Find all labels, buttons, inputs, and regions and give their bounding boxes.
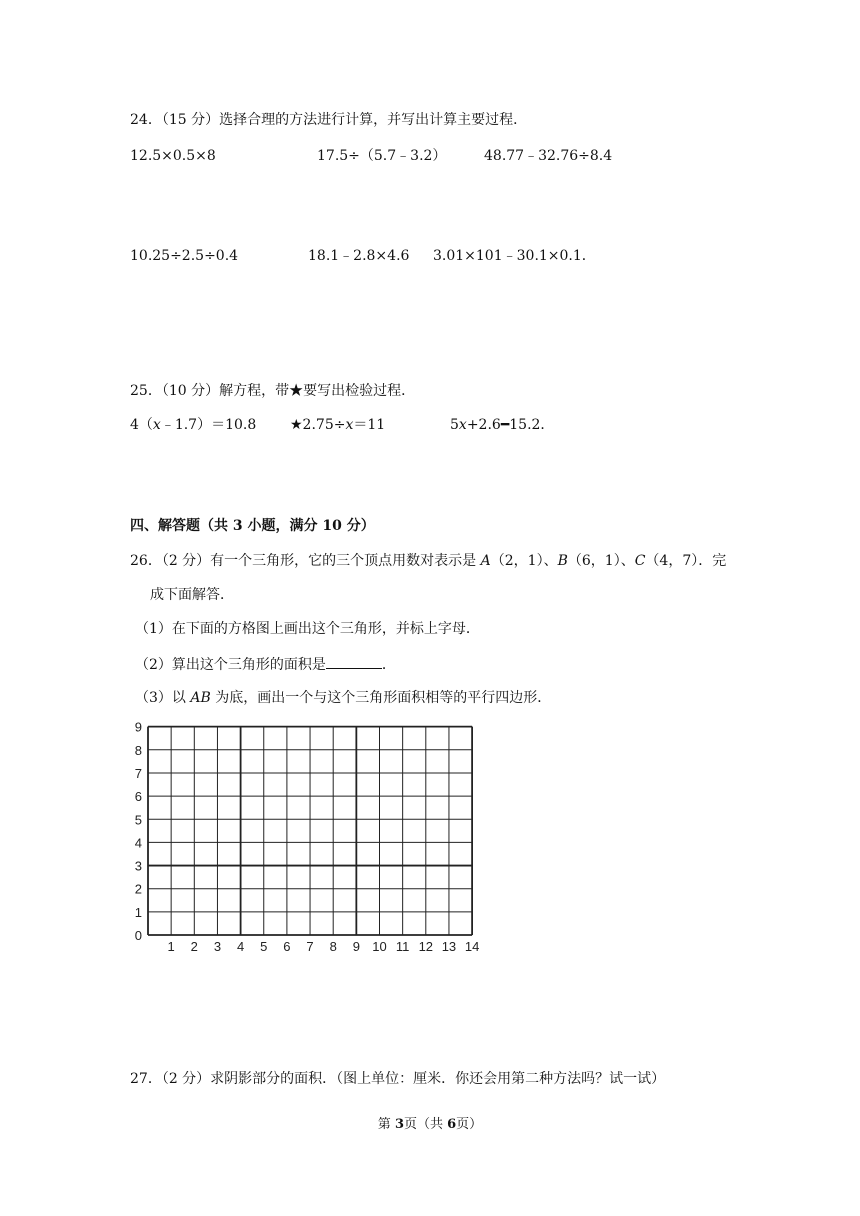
y-tick-label: 5 xyxy=(134,812,142,828)
footer-text: 页（共 xyxy=(403,1117,448,1132)
q25-equation-3 xyxy=(450,415,554,435)
x-tick-label: 1 xyxy=(167,939,175,954)
q24-expr-5: 18.1﹣2.8×4.6 xyxy=(308,248,410,264)
q24-expr-1: 12.5×0.5×8 xyxy=(130,148,216,164)
x-tick-label: 10 xyxy=(372,939,387,954)
y-tick-label: 3 xyxy=(134,858,142,874)
eq-text: 5 xyxy=(450,417,459,433)
q26-part-1: （1）在下面的方格图上画出这个三角形，并标上字母． xyxy=(135,621,480,637)
answer-blank xyxy=(326,654,382,669)
page-number: 3 xyxy=(394,1117,404,1132)
eq-text: ﹣1.7）＝10.8 xyxy=(160,417,257,433)
eq-text: ＝11 xyxy=(353,417,386,433)
footer-text: 第 xyxy=(377,1117,395,1132)
y-tick-label: 9 xyxy=(134,719,142,735)
q25-heading: 25．（10 分）解方程，带★要写出检验过程． xyxy=(130,383,416,399)
q24-expr-2: 17.5÷（5.7﹣3.2） xyxy=(317,148,447,164)
q26-part-2 xyxy=(135,654,396,675)
x-tick-label: 12 xyxy=(418,939,434,954)
q24-expr-3: 48.77﹣32.76÷8.4 xyxy=(484,148,613,164)
y-tick-label: 2 xyxy=(134,881,142,897)
x-tick-label: 9 xyxy=(352,939,360,954)
y-tick-label: 0 xyxy=(134,928,142,943)
point-b-label: B xyxy=(557,553,568,569)
point-a-label: A xyxy=(480,553,491,569)
x-tick-label: 3 xyxy=(213,939,222,954)
q26-text: （2）算出这个三角形的面积是 xyxy=(135,657,326,673)
x-tick-label: 13 xyxy=(441,939,457,954)
eq-text: 4（ xyxy=(130,417,153,433)
x-tick-label: 4 xyxy=(236,939,245,954)
y-tick-label: 6 xyxy=(134,789,142,805)
x-tick-label: 5 xyxy=(260,939,268,954)
q26-text: （3）以 xyxy=(135,690,191,706)
q26-text: ． xyxy=(381,657,396,673)
point-b-coord: （6，1）、 xyxy=(567,553,635,569)
footer-text: 页） xyxy=(456,1117,483,1132)
eq-text: +2.6━15.2． xyxy=(466,417,555,433)
q26-part-3 xyxy=(135,688,551,708)
point-c-label: C xyxy=(634,553,646,569)
y-tick-label: 7 xyxy=(134,765,142,781)
eq-variable: x xyxy=(152,417,161,433)
page-total: 6 xyxy=(447,1117,457,1132)
page-footer xyxy=(0,1113,860,1132)
eq-variable: x xyxy=(345,417,354,433)
q26-text: 26．（2 分）有一个三角形，它的三个顶点用数对表示是 xyxy=(130,553,481,569)
point-a-coord: （2，1）、 xyxy=(490,553,558,569)
x-tick-label: 11 xyxy=(395,939,410,954)
section-heading: 四、解答题（共 3 小题，满分 10 分） xyxy=(130,518,375,534)
point-c-coord: （4，7）．完 xyxy=(645,553,727,569)
q26-text: 为底，画出一个与这个三角形面积相等的平行四边形． xyxy=(210,690,552,706)
y-tick-label: 4 xyxy=(134,835,142,851)
x-tick-label: 8 xyxy=(329,939,337,954)
x-tick-label: 7 xyxy=(306,939,314,954)
y-tick-label: 8 xyxy=(134,742,142,758)
q26-line-1 xyxy=(130,551,726,571)
y-tick-label: 1 xyxy=(134,904,142,920)
x-tick-label: 2 xyxy=(190,939,198,954)
eq-variable: x xyxy=(458,417,467,433)
segment-ab-label: AB xyxy=(190,690,211,706)
x-tick-label: 6 xyxy=(283,939,291,954)
q26-line-2: 成下面解答． xyxy=(150,587,234,603)
q25-equation-1 xyxy=(130,415,256,435)
q25-equation-2 xyxy=(290,415,385,435)
q24-expr-4: 10.25÷2.5÷0.4 xyxy=(130,248,239,264)
q27-heading: 27．（2 分）求阴影部分的面积．（图上单位：厘米．你还会用第二种方法吗？试一试） xyxy=(130,1071,666,1087)
q24-heading: 24．（15 分）选择合理的方法进行计算，并写出计算主要过程． xyxy=(130,112,528,128)
coordinate-grid xyxy=(128,718,488,958)
q24-expr-6: 3.01×101﹣30.1×0.1． xyxy=(433,248,596,264)
eq-text: ★2.75÷ xyxy=(290,417,346,433)
x-tick-label: 14 xyxy=(464,939,480,954)
